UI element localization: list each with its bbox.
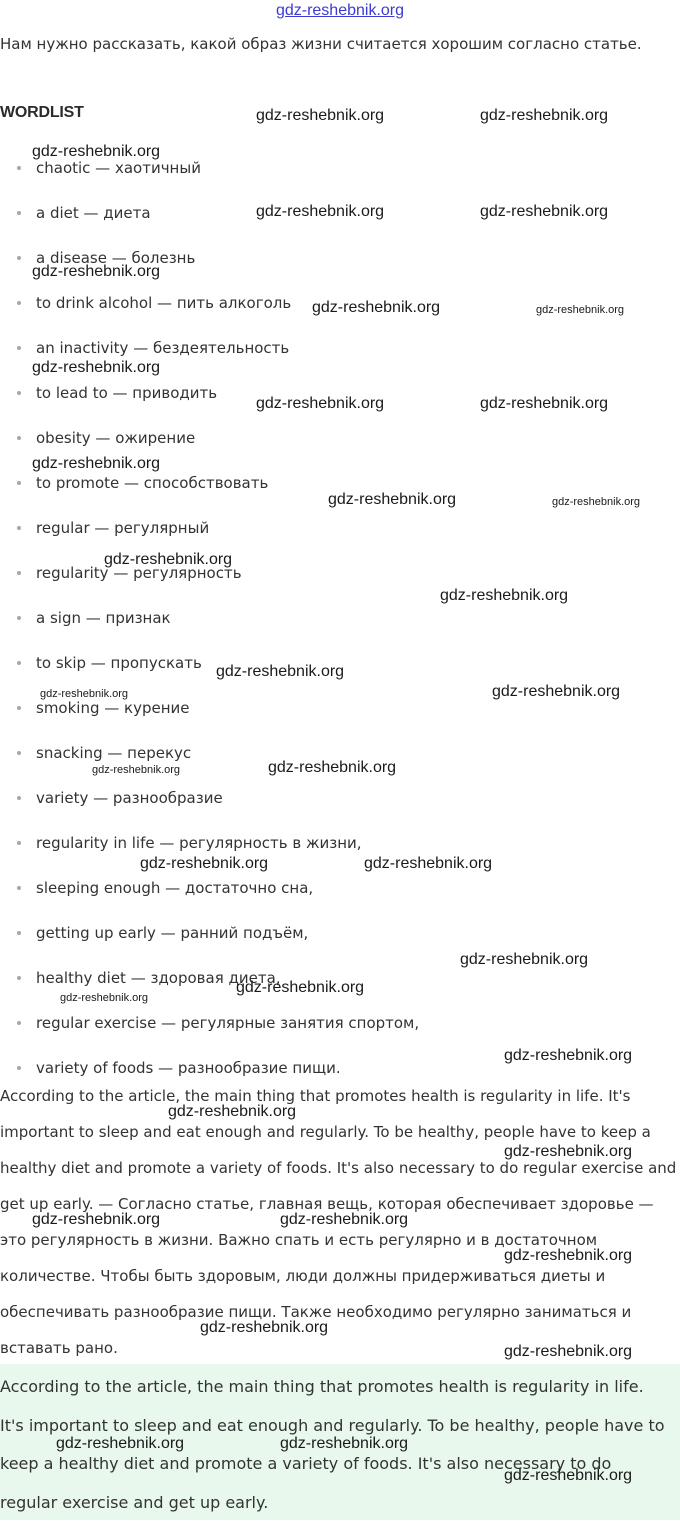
list-item-text: an inactivity — бездеятельность [36,339,290,357]
list-item-text: to promote — способствовать [36,474,269,492]
site-title-link[interactable]: gdz-reshebnik.org [275,2,405,19]
bullet-icon [17,526,21,530]
watermark: gdz-reshebnik.org [32,143,161,160]
watermark: gdz-reshebnik.org [492,683,621,700]
bullet-icon [17,616,21,620]
watermark: gdz-reshebnik.org [104,551,233,568]
list-item-text: snacking — перекус [36,744,192,762]
bullet-icon [17,976,21,980]
watermark: gdz-reshebnik.org [536,304,625,316]
list-item-text: a sign — признак [36,609,171,627]
bullet-icon [17,661,21,665]
list-item-text: regular exercise — регулярные занятия спортом, [36,1014,420,1032]
list-item-text: to drink alcohol — пить алкоголь [36,294,292,312]
list-item [0,776,419,821]
list-item-text: getting up early — ранний подъём, [36,924,309,942]
watermark: gdz-reshebnik.org [280,1211,409,1228]
bullet-icon [17,346,21,350]
watermark: gdz-reshebnik.org [216,663,345,680]
watermark: gdz-reshebnik.org [256,203,385,220]
list-item-text: a diet — диета [36,204,151,222]
watermark: gdz-reshebnik.org [328,491,457,508]
watermark: gdz-reshebnik.org [32,263,161,280]
list-item-text: variety of foods — разнообразие пищи. [36,1059,341,1077]
watermark: gdz-reshebnik.org [32,455,161,472]
watermark: gdz-reshebnik.org [504,1343,633,1360]
list-item-text: regularity in life — регулярность в жизни, [36,834,362,852]
watermark: gdz-reshebnik.org [504,1247,633,1264]
answer-text: According to the article, the main thing that promotes health is regularity in life. It's important to sleep and eat enough and regularly. To be healthy, people have to keep a healthy diet and promote a variety of foods. It's also necessary to do regular exercise and get up early. — Согласно статье, главная вещь, которая обеспечивает здоровье — это регулярность в жизни. Важно спать и есть регулярно и в достаточном количестве. Чтобы быть здоровым, люди должны придерживаться диеты и обеспечивать разнообразие пищи. Также необходимо регулярно заниматься и вставать рано. [0,1087,677,1357]
watermark: gdz-reshebnik.org [312,299,441,316]
watermark: gdz-reshebnik.org [504,1143,633,1160]
watermark: gdz-reshebnik.org [200,1319,329,1336]
watermark: gdz-reshebnik.org [280,1435,409,1452]
watermark: gdz-reshebnik.org [480,107,609,124]
bullet-icon [17,301,21,305]
watermark: gdz-reshebnik.org [56,1435,185,1452]
watermark: gdz-reshebnik.org [60,992,149,1004]
bullet-icon [17,481,21,485]
bullet-icon [17,706,21,710]
bullet-icon [17,166,21,170]
watermark: gdz-reshebnik.org [440,587,569,604]
list-item-text: obesity — ожирение [36,429,196,447]
list-item-text: to skip — пропускать [36,654,202,672]
list-item-text: variety — разнообразие [36,789,223,807]
watermark: gdz-reshebnik.org [256,107,385,124]
bullet-icon [17,1066,21,1070]
wordlist [0,146,419,1091]
list-item [0,641,419,686]
watermark: gdz-reshebnik.org [268,759,397,776]
list-item-text: regular — регулярный [36,519,210,537]
bullet-icon [17,841,21,845]
list-item [0,596,419,641]
bullet-icon [17,571,21,575]
watermark: gdz-reshebnik.org [140,855,269,872]
list-item-text: chaotic — хаотичный [36,159,201,177]
bullet-icon [17,886,21,890]
list-item [0,911,419,956]
watermark: gdz-reshebnik.org [168,1103,297,1120]
intro-text: Нам нужно рассказать, какой образ жизни считается хорошим согласно статье. [0,35,642,53]
watermark: gdz-reshebnik.org [40,688,129,700]
watermark: gdz-reshebnik.org [32,359,161,376]
watermark: gdz-reshebnik.org [92,764,181,776]
highlighted-answer-text: According to the article, the main thing that promotes health is regularity in life. It's important to sleep and eat enough and regularly. To be healthy, people have to keep a healthy diet and promote a variety of foods. It's also necessary to do regular exercise and get up early. [0,1377,665,1512]
watermark: gdz-reshebnik.org [256,395,385,412]
watermark: gdz-reshebnik.org [236,979,365,996]
list-item-text: to lead to — приводить [36,384,218,402]
watermark: gdz-reshebnik.org [32,1211,161,1228]
watermark: gdz-reshebnik.org [504,1047,633,1064]
watermark: gdz-reshebnik.org [480,203,609,220]
watermark: gdz-reshebnik.org [480,395,609,412]
bullet-icon [17,1021,21,1025]
list-item-text: regularity — регулярность [36,564,242,582]
watermark: gdz-reshebnik.org [504,1467,633,1484]
list-item [0,506,419,551]
bullet-icon [17,436,21,440]
bullet-icon [17,751,21,755]
watermark: gdz-reshebnik.org [460,951,589,968]
list-item-text: sleeping enough — достаточно сна, [36,879,314,897]
wordlist-heading: WORDLIST [0,104,84,121]
list-item [0,1001,419,1046]
list-item-text: smoking — курение [36,699,190,717]
bullet-icon [17,211,21,215]
bullet-icon [17,256,21,260]
bullet-icon [17,931,21,935]
bullet-icon [17,391,21,395]
list-item-text: healthy diet — здоровая диета, [36,969,281,987]
watermark: gdz-reshebnik.org [364,855,493,872]
list-item-text: a disease — болезнь [36,249,196,267]
watermark: gdz-reshebnik.org [552,496,641,508]
bullet-icon [17,796,21,800]
